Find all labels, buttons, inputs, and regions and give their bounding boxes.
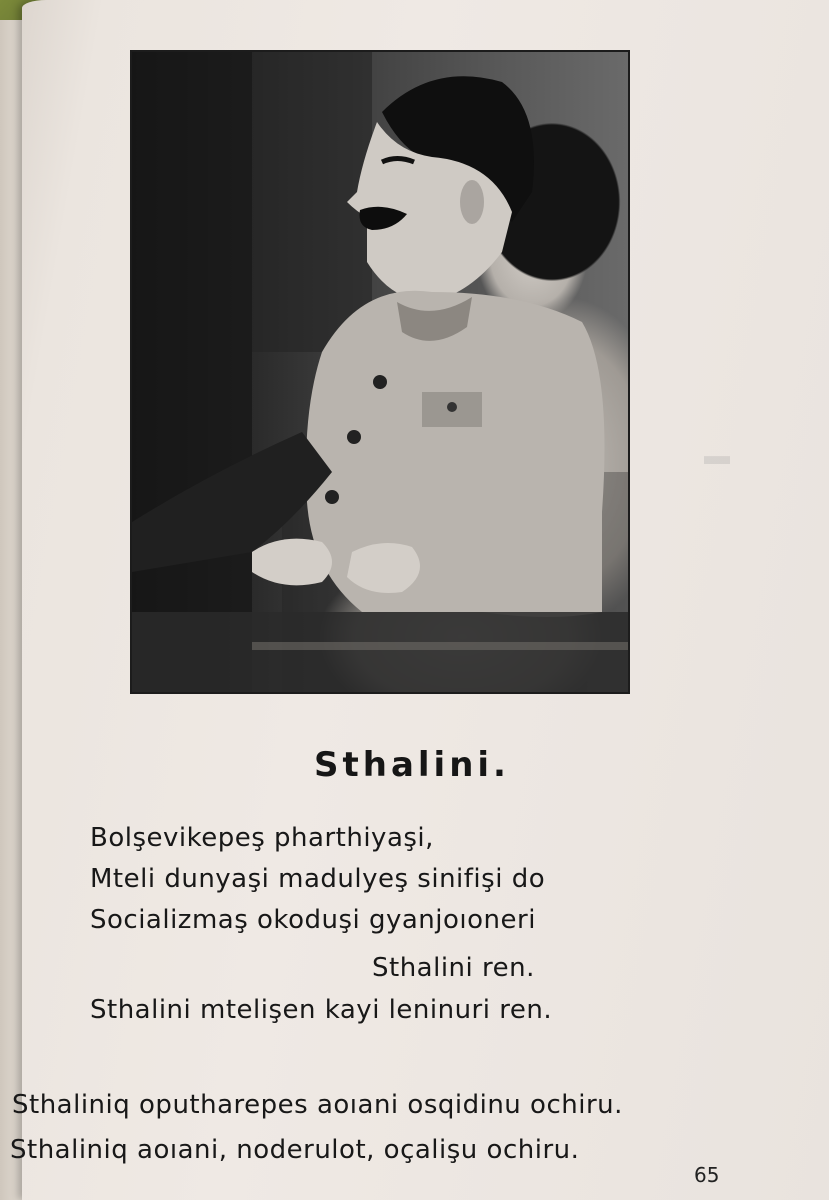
stanza2-line-1: Sthaliniq oputharepes aoıani osqidinu ochiru.: [12, 1090, 623, 1120]
portrait-photo: [130, 50, 630, 694]
poem-title: Sthalini.: [314, 745, 510, 785]
stanza1-line-2: Mteli dunyaşi madulyeş sinifişi do: [90, 864, 546, 894]
stanza1-line-5: Sthalini mtelişen kayi leninuri ren.: [90, 995, 553, 1025]
stanza1-line-4: Sthalini ren.: [372, 953, 535, 983]
stanza2-line-2: Sthaliniq aoıani, noderulot, oçalişu ochiru.: [10, 1135, 580, 1165]
portrait-illustration: [132, 52, 628, 692]
page-number: 65: [694, 1163, 720, 1187]
stanza1-line-3: Socializmaş okoduşi gyanjoıoneri: [90, 905, 536, 935]
book-page: [10, 0, 829, 1200]
bleed-through: ▬: [704, 440, 730, 470]
stanza1-line-1: Bolşevikepeş pharthiyaşi,: [90, 823, 434, 853]
